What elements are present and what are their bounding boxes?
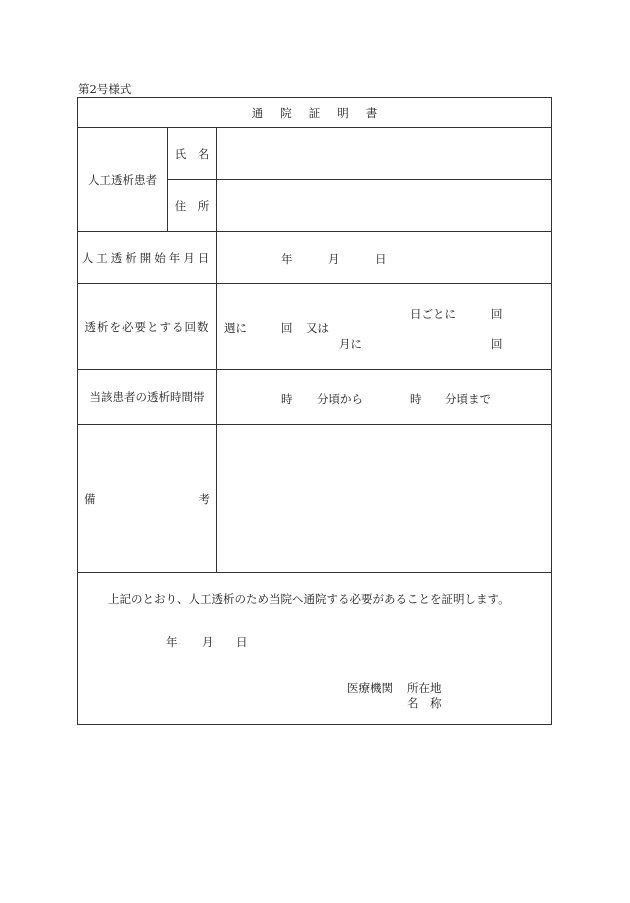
week-prefix: 週に: [224, 321, 247, 335]
remarks-label: [78, 425, 217, 573]
address-label: 住 所: [168, 180, 217, 232]
cert-day-unit: 日: [236, 635, 248, 649]
title-cell: [78, 98, 552, 128]
start-date-row: [78, 232, 552, 284]
name-label: 氏 名: [168, 128, 217, 180]
remarks-row: [78, 425, 552, 573]
month-times-unit: 回: [491, 337, 503, 351]
end-hour-unit: 時: [410, 392, 422, 406]
start-day-unit: 日: [375, 252, 387, 266]
certificate-form: [77, 97, 552, 725]
minute-from-text: 分頃から: [317, 392, 363, 406]
remarks-label-right: 考: [198, 492, 210, 506]
remarks-label-left: 備: [84, 492, 96, 506]
title-row: [78, 98, 552, 128]
frequency-field[interactable]: [217, 284, 552, 370]
start-year-unit: 年: [281, 252, 293, 266]
cert-year-unit: 年: [166, 635, 178, 649]
time-slot-field[interactable]: [217, 370, 552, 425]
frequency-label: 透析を必要とする回数: [78, 284, 217, 370]
time-slot-row: [78, 370, 552, 425]
per-month-text: 月に: [339, 337, 362, 351]
minute-to-text: 分頃まで: [445, 392, 491, 406]
start-month-unit: 月: [328, 252, 340, 266]
or-text: 又は: [306, 321, 329, 335]
location-label: 所在地: [407, 681, 442, 695]
patient-name-row: [78, 128, 552, 180]
frequency-row: [78, 284, 552, 370]
patient-group-label: 人工透析患者: [78, 128, 168, 232]
week-times-unit: 回: [281, 321, 293, 335]
cert-month-unit: 月: [202, 635, 214, 649]
start-date-label: 人工透析開始年月日: [78, 232, 217, 284]
form-title: 通院証明書: [251, 105, 395, 120]
name-field[interactable]: [217, 128, 552, 180]
form-number: 第2号様式: [78, 82, 132, 96]
certification-statement: 上記のとおり、人工透析のため当院へ通院する必要があることを証明します。: [108, 592, 510, 606]
days-times-unit: 回: [491, 307, 503, 321]
time-slot-label: 当該患者の透析時間帯: [78, 370, 217, 425]
institution-name-label: 名 称: [407, 696, 442, 710]
start-hour-unit: 時: [281, 392, 293, 406]
every-days-text: 日ごとに: [410, 307, 456, 321]
institution-label: 医療機関: [347, 681, 393, 695]
certification-cell: [78, 573, 552, 725]
remarks-field[interactable]: [217, 425, 552, 573]
start-date-field[interactable]: [217, 232, 552, 284]
certification-row: [78, 573, 552, 725]
address-field[interactable]: [217, 180, 552, 232]
